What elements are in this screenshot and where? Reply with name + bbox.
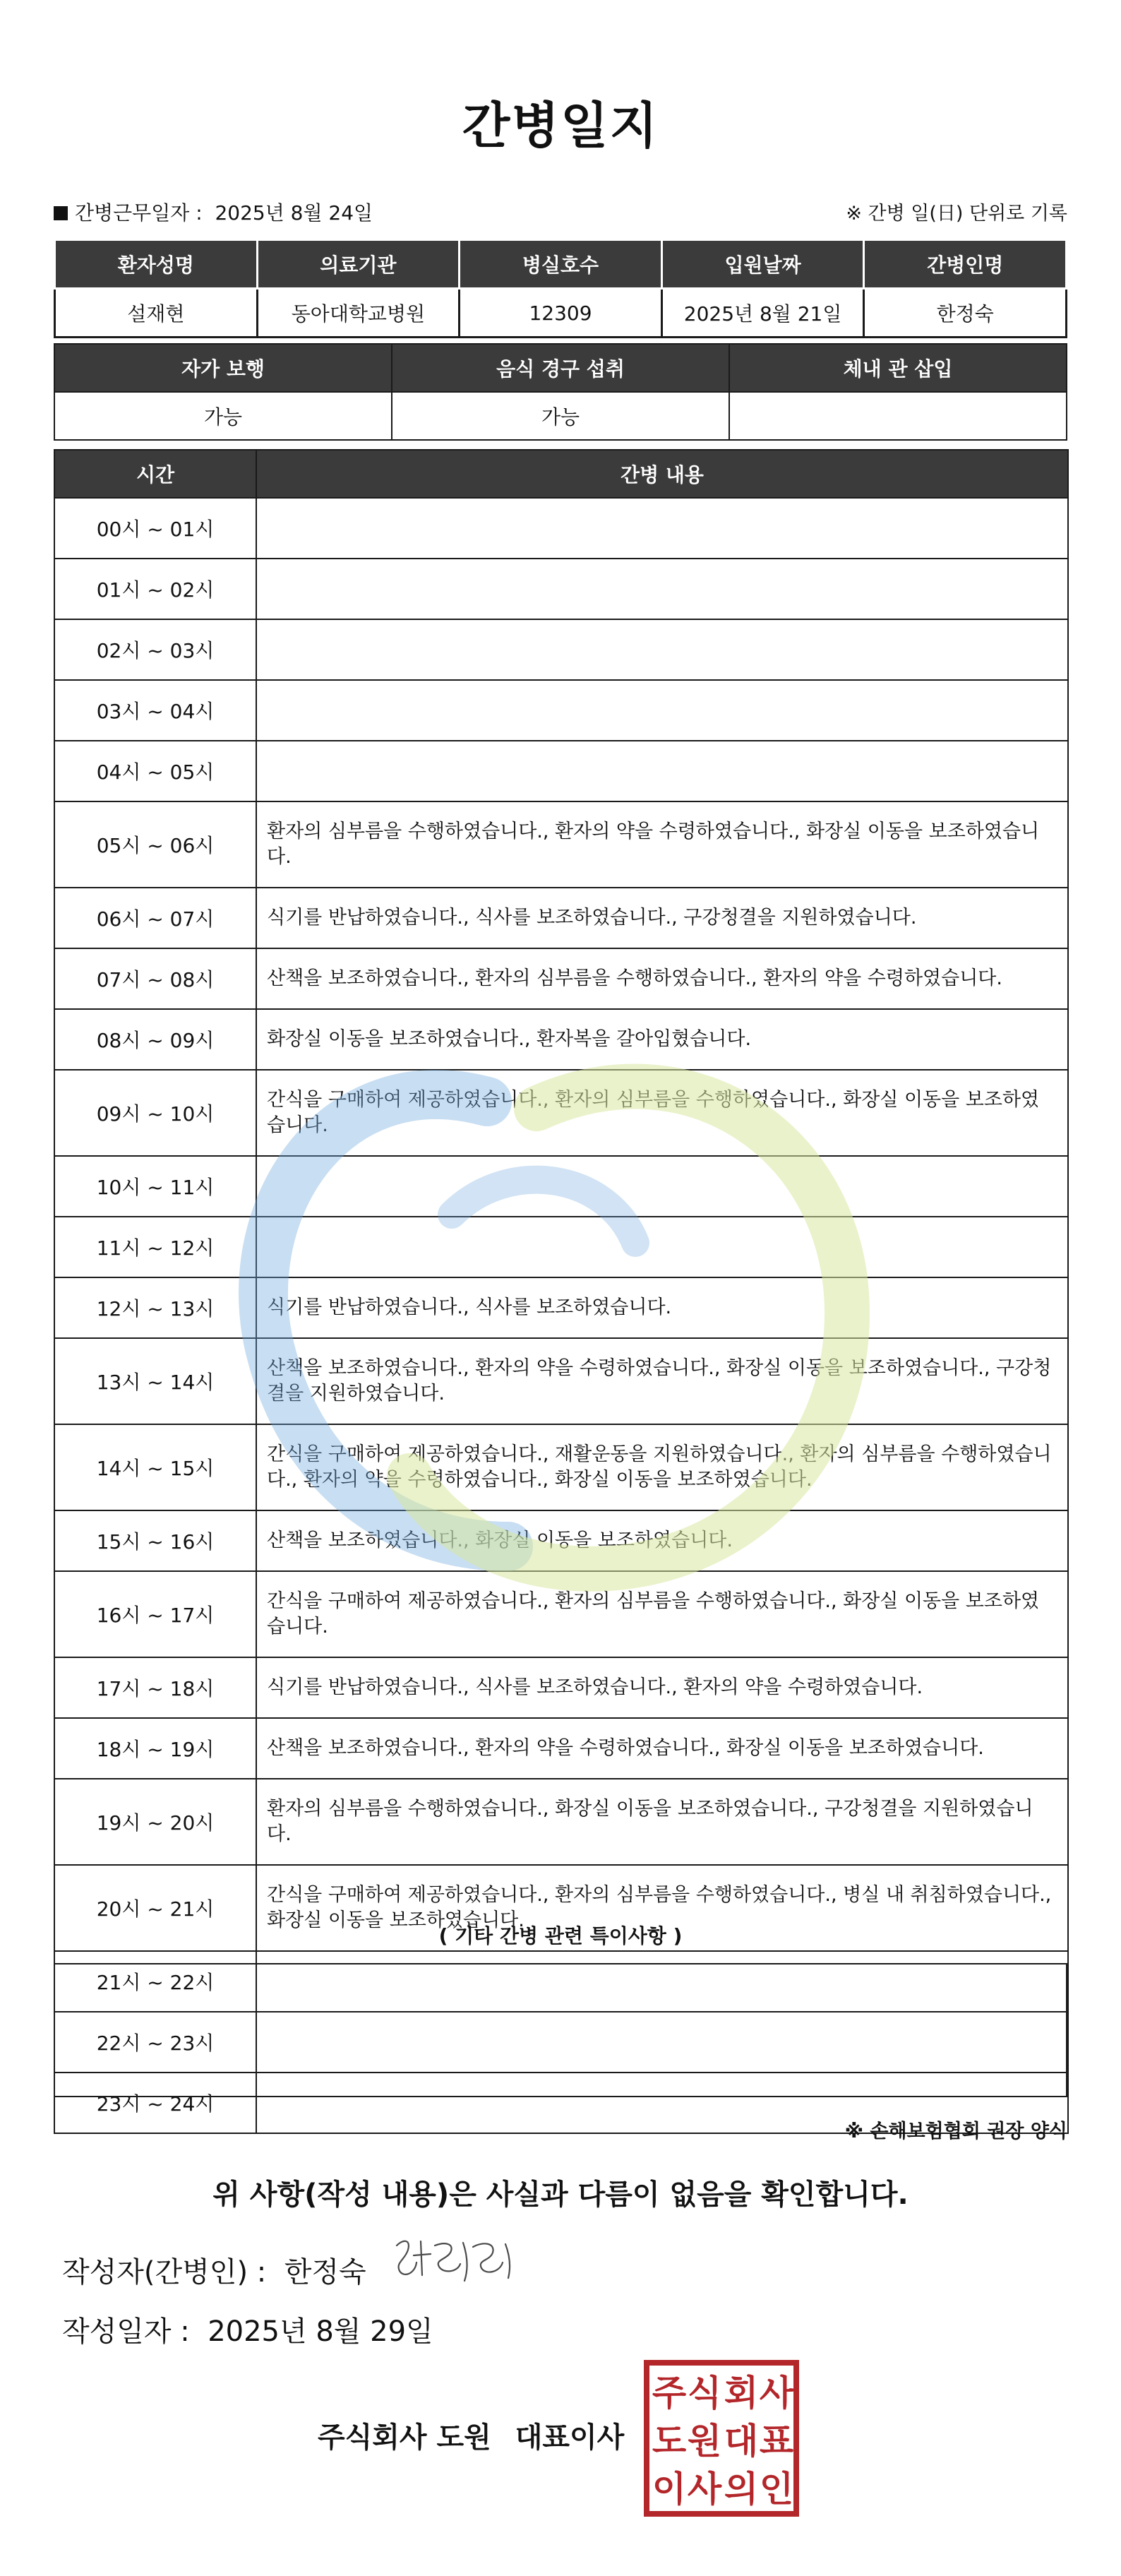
care-content: 환자의 심부름을 수행하였습니다., 환자의 약을 수령하였습니다., 화장실 이동을 보조하였습니다. [256, 801, 1068, 888]
care-content: 산책을 보조하였습니다., 환자의 심부름을 수행하였습니다., 환자의 약을 수령하였습니다. [256, 948, 1068, 1009]
care-row [54, 680, 1068, 741]
svg-text:도: 도 [652, 2421, 687, 2462]
care-row [54, 1718, 1068, 1779]
care-row [54, 1657, 1068, 1718]
patient-name: 설재현 [55, 289, 258, 338]
care-content [256, 498, 1068, 559]
care-row [54, 1510, 1068, 1571]
care-content [256, 680, 1068, 741]
care-time: 17시 ~ 18시 [54, 1657, 256, 1718]
care-time: 15시 ~ 16시 [54, 1510, 256, 1571]
care-time: 16시 ~ 17시 [54, 1571, 256, 1657]
care-content [256, 619, 1068, 680]
svg-text:사: 사 [687, 2469, 722, 2510]
status-header: 체내 관 삽입 [729, 344, 1067, 392]
care-time: 02시 ~ 03시 [54, 619, 256, 680]
work-date-value: 2025년 8월 24일 [215, 201, 373, 225]
care-content: 식기를 반납하였습니다., 식사를 보조하였습니다., 환자의 약을 수령하였습니다. [256, 1657, 1068, 1718]
svg-text:원: 원 [687, 2421, 722, 2462]
company-role: 대표이사 [515, 2421, 625, 2454]
care-time: 06시 ~ 07시 [54, 888, 256, 948]
care-content [256, 741, 1068, 801]
care-content: 식기를 반납하였습니다., 식사를 보조하였습니다. [256, 1277, 1068, 1338]
care-time: 22시 ~ 23시 [54, 2012, 256, 2073]
work-date-label: 간병근무일자 : [75, 201, 203, 225]
care-content: 간식을 구매하여 제공하였습니다., 재활운동을 지원하였습니다., 환자의 심부름을 수행하였습니다., 환자의 약을 수령하였습니다., 화장실 이동을 보조하였습니다. [256, 1424, 1068, 1510]
care-row [54, 619, 1068, 680]
care-time: 12시 ~ 13시 [54, 1277, 256, 1338]
patient-header: 환자성명 [55, 240, 258, 289]
care-log-table [54, 449, 1069, 2134]
patient-header: 입원날짜 [661, 240, 864, 289]
admission-date: 2025년 8월 21일 [661, 289, 864, 338]
care-content [256, 1217, 1068, 1277]
care-row [54, 1779, 1068, 1865]
care-content: 간식을 구매하여 제공하였습니다., 환자의 심부름을 수행하였습니다., 화장실 이동을 보조하였습니다. [256, 1571, 1068, 1657]
care-content: 간식을 구매하여 제공하였습니다., 환자의 심부름을 수행하였습니다., 병실 내 취침하였습니다., 화장실 이동을 보조하였습니다. [256, 1865, 1068, 1951]
patient-status-table [54, 343, 1067, 441]
confirmation-statement: 위 사항(작성 내용)은 사실과 다름이 없음을 확인합니다. [212, 2178, 909, 2211]
care-row [54, 888, 1068, 948]
care-content [256, 559, 1068, 619]
care-time: 20시 ~ 21시 [54, 1865, 256, 1951]
care-time: 05시 ~ 06시 [54, 801, 256, 888]
patient-header: 병실호수 [460, 240, 662, 289]
room-number: 12309 [460, 289, 662, 338]
care-time: 01시 ~ 02시 [54, 559, 256, 619]
hospital-name: 동아대학교병원 [257, 289, 460, 338]
svg-text:의: 의 [724, 2469, 759, 2510]
patient-info-table [54, 239, 1067, 338]
care-time: 21시 ~ 22시 [54, 1951, 256, 2012]
care-row [54, 1424, 1068, 1510]
care-content: 화장실 이동을 보조하였습니다., 환자복을 갈아입혔습니다. [256, 1009, 1068, 1070]
care-content: 산책을 보조하였습니다., 환자의 약을 수령하였습니다., 화장실 이동을 보조하였습니다., 구강청결을 지원하였습니다. [256, 1338, 1068, 1424]
handwritten-signature [390, 2231, 531, 2288]
care-time: 19시 ~ 20시 [54, 1779, 256, 1865]
care-content: 산책을 보조하였습니다., 환자의 약을 수령하였습니다., 화장실 이동을 보조하였습니다. [256, 1718, 1068, 1779]
care-content [256, 1156, 1068, 1217]
write-date-label: 작성일자 : [62, 2315, 190, 2348]
remarks-title: ( 기타 간병 관련 특이사항 ) [438, 1924, 683, 1948]
time-header: 시간 [54, 450, 256, 498]
care-row [54, 1338, 1068, 1424]
caregiver-name: 한정숙 [864, 289, 1067, 338]
care-time: 23시 ~ 24시 [54, 2073, 256, 2133]
company-name: 주식회사 도원 [318, 2421, 491, 2454]
care-time: 09시 ~ 10시 [54, 1070, 256, 1156]
writer-name: 한정숙 [284, 2256, 366, 2289]
care-content: 환자의 심부름을 수행하였습니다., 화장실 이동을 보조하였습니다., 구강청결을 지원하였습니다. [256, 1779, 1068, 1865]
care-time: 03시 ~ 04시 [54, 680, 256, 741]
status-header: 자가 보행 [54, 344, 392, 392]
write-date-line [62, 2309, 433, 2349]
company-seal-stamp [642, 2359, 801, 2518]
writer-line [62, 2250, 366, 2290]
patient-header: 의료기관 [257, 240, 460, 289]
status-header: 음식 경구 섭취 [392, 344, 729, 392]
care-time: 11시 ~ 12시 [54, 1217, 256, 1277]
svg-text:대: 대 [724, 2421, 759, 2462]
care-row [54, 948, 1068, 1009]
unit-note: ※ 간병 일(日) 단위로 기록 [846, 203, 1067, 225]
content-header: 간병 내용 [256, 450, 1068, 498]
care-row [54, 1217, 1068, 1277]
care-row [54, 1277, 1068, 1338]
tube-insertion-status [729, 392, 1067, 440]
care-row [54, 1070, 1068, 1156]
care-time: 07시 ~ 08시 [54, 948, 256, 1009]
svg-text:회: 회 [724, 2373, 759, 2414]
care-row [54, 801, 1068, 888]
care-row [54, 1009, 1068, 1070]
care-time: 08시 ~ 09시 [54, 1009, 256, 1070]
care-content: 식기를 반납하였습니다., 식사를 보조하였습니다., 구강청결을 지원하였습니다. [256, 888, 1068, 948]
care-time: 00시 ~ 01시 [54, 498, 256, 559]
square-bullet-icon [54, 206, 68, 220]
svg-text:이: 이 [652, 2469, 687, 2510]
care-content: 간식을 구매하여 제공하였습니다., 환자의 심부름을 수행하였습니다., 화장실 이동을 보조하였습니다. [256, 1070, 1068, 1156]
care-row [54, 741, 1068, 801]
care-row [54, 1156, 1068, 1217]
company-line [318, 2415, 624, 2455]
care-row [54, 1571, 1068, 1657]
remarks-box [54, 1963, 1067, 2097]
oral-intake-status: 가능 [392, 392, 729, 440]
care-time: 10시 ~ 11시 [54, 1156, 256, 1217]
care-row [54, 559, 1068, 619]
care-time: 13시 ~ 14시 [54, 1338, 256, 1424]
writer-label: 작성자(간병인) : [62, 2256, 267, 2289]
write-date-value: 2025년 8월 29일 [208, 2315, 433, 2348]
walking-status: 가능 [54, 392, 392, 440]
care-time: 04시 ~ 05시 [54, 741, 256, 801]
care-content: 산책을 보조하였습니다., 화장실 이동을 보조하였습니다. [256, 1510, 1068, 1571]
care-row [54, 498, 1068, 559]
svg-text:표: 표 [759, 2421, 794, 2462]
care-time: 14시 ~ 15시 [54, 1424, 256, 1510]
association-note: ※ 손해보험협회 권장 양식 [844, 2121, 1067, 2142]
svg-text:주: 주 [652, 2373, 687, 2414]
patient-header: 간병인명 [864, 240, 1067, 289]
care-time: 18시 ~ 19시 [54, 1718, 256, 1779]
work-date [54, 198, 373, 226]
page-title: 간병일지 [462, 97, 659, 155]
svg-text:인: 인 [759, 2469, 794, 2510]
svg-text:식: 식 [687, 2373, 722, 2414]
svg-text:사: 사 [759, 2373, 794, 2414]
